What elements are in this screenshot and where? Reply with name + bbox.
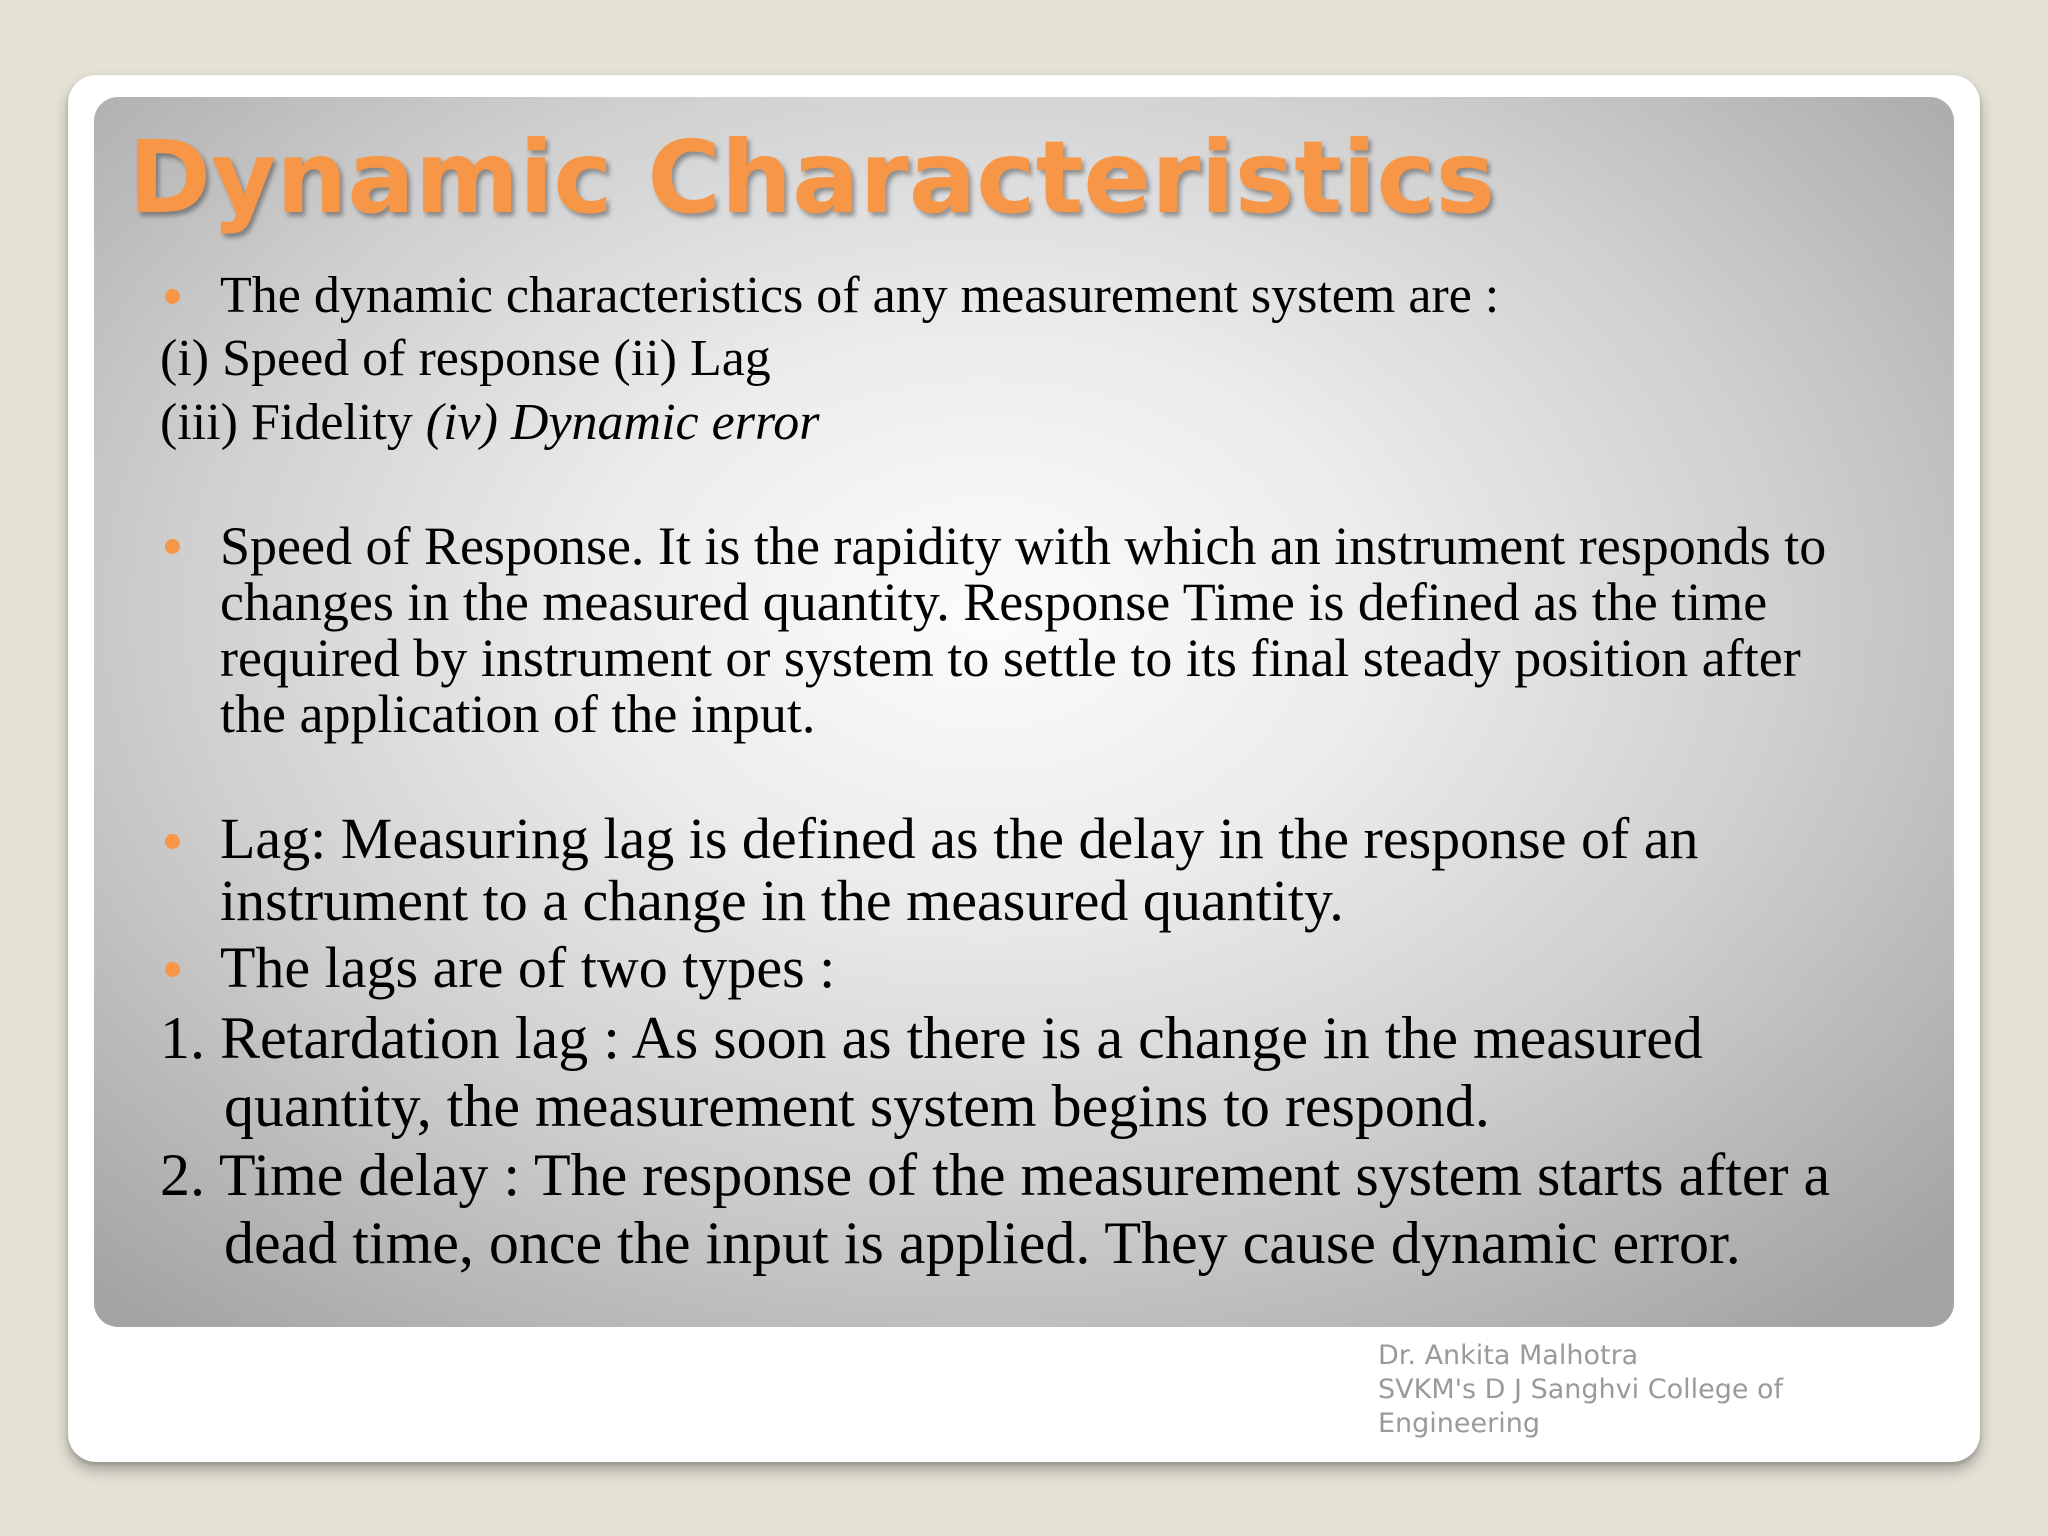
lag-type-item-2: [160, 1141, 1830, 1277]
bullet-dot-lag: [165, 834, 180, 849]
speed-line-2: changes in the measured quantity. Response Time is defined as the time: [220, 572, 1768, 632]
lag-types-bullet-text: The lags are of two types :: [220, 935, 836, 1000]
lag-type-item-1: [160, 1004, 1703, 1140]
footer-institution-line-1: SVKM's D J Sanghvi College of: [1378, 1374, 1784, 1405]
slide-title: Dynamic Characteristics: [128, 119, 1496, 236]
lag-type-item-1-line-2: quantity, the measurement system begins to respond.: [224, 1073, 1490, 1139]
lag-type-item-2-line-2: dead time, once the input is applied. They cause dynamic error.: [224, 1210, 1741, 1276]
footer-institution-line-2: Engineering: [1378, 1408, 1540, 1439]
intro-list-line-2-italic: (iv) Dynamic error: [425, 394, 820, 451]
lag-line-1: Lag: Measuring lag is defined as the delay in the response of an: [220, 806, 1699, 871]
speed-of-response-paragraph: [220, 518, 1826, 742]
intro-list-line-1: (i) Speed of response (ii) Lag: [160, 330, 771, 387]
slide-footer: [1378, 1339, 1783, 1441]
lag-type-item-1-line-1: 1. Retardation lag : As soon as there is a change in the measured: [160, 1005, 1703, 1071]
intro-bullet-text: The dynamic characteristics of any measurement system are :: [220, 267, 1500, 324]
speed-line-3: required by instrument or system to settle to its final steady position after: [220, 628, 1801, 688]
intro-list-line-2: [160, 395, 820, 451]
speed-line-4: the application of the input.: [220, 684, 816, 744]
intro-list-line-2-plain: (iii) Fidelity: [160, 394, 426, 451]
lag-paragraph: [220, 808, 1699, 932]
footer-author: Dr. Ankita Malhotra: [1378, 1340, 1639, 1371]
lag-type-item-2-line-1: 2. Time delay : The response of the measurement system starts after a: [160, 1142, 1831, 1208]
bullet-dot-lag-types: [165, 962, 180, 977]
lag-line-2: instrument to a change in the measured quantity.: [220, 868, 1344, 933]
bullet-dot-intro: [165, 289, 180, 304]
speed-line-1: Speed of Response. It is the rapidity with which an instrument responds to: [220, 516, 1827, 576]
bullet-dot-speed: [165, 539, 180, 554]
